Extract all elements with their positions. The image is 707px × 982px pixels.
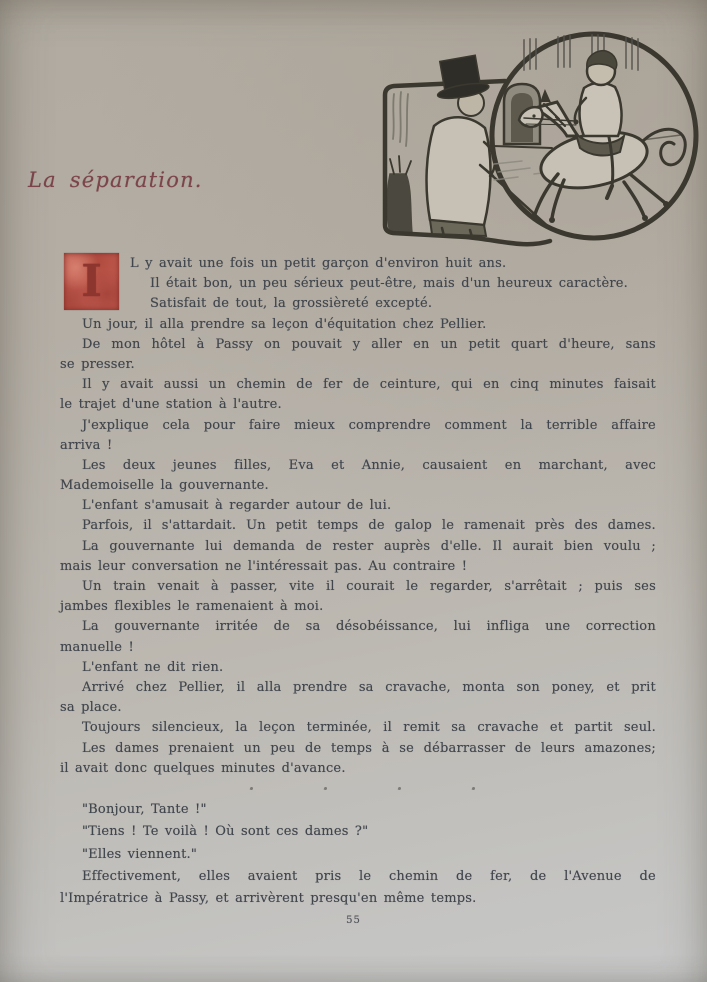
text-line: le trajet d'une station à l'autre.: [60, 397, 282, 413]
drop-cap: I: [64, 253, 119, 310]
page-number: 55: [346, 915, 361, 926]
text-line: Arrivé chez Pellier, il alla prendre sa cravache, monta son poney, et prit: [82, 679, 656, 695]
rider-shirt: [580, 83, 622, 136]
text-line: J'explique cela pour faire mieux comprendre comment la terrible affaire: [82, 417, 656, 433]
text-line: "Tiens ! Te voilà ! Où sont ces dames ?": [82, 824, 369, 840]
section-separator: [250, 779, 475, 799]
text-line: La gouvernante irritée de sa désobéissance, lui infliga une correction: [82, 619, 656, 635]
text-line: Toujours silencieux, la leçon terminée, il remit sa cravache et partit seul.: [82, 720, 656, 736]
text-line: sa place.: [60, 700, 122, 716]
body-text: [60, 254, 656, 911]
text-line: jambes flexibles le ramenaient à moi.: [60, 599, 324, 615]
plant-spikes: [390, 156, 411, 174]
text-line: se presser.: [60, 356, 135, 372]
text-line: L y avait une fois un petit garçon d'environ huit ans.: [130, 256, 507, 271]
text-line: l'Impératrice à Passy, et arrivèrent presqu'en même temps.: [60, 891, 477, 907]
text-line: arriva !: [60, 437, 113, 453]
rider-boot: [607, 186, 612, 198]
text-line: De mon hôtel à Passy on pouvait y aller en un petit quart d'heure, sans: [82, 336, 656, 352]
foliage-strokes: [393, 92, 408, 146]
text-line: Les deux jeunes filles, Eva et Annie, causaient en marchant, avec: [82, 457, 656, 473]
text-line: "Bonjour, Tante !": [82, 801, 207, 817]
text-line: Mademoiselle la gouvernante.: [60, 478, 269, 494]
text-line: Il était bon, un peu sérieux peut-être, mais d'un heureux caractère.: [150, 276, 628, 292]
wall-base-left: [493, 146, 552, 148]
separator-dot: [398, 787, 402, 791]
text-line: Il y avait aussi un chemin de fer de ceinture, qui en cinq minutes faisait: [82, 377, 656, 393]
pony-eye: [532, 114, 535, 117]
text-line: Satisfait de tout, la grossièreté excepté.: [150, 296, 433, 312]
text-line: manuelle !: [60, 639, 134, 655]
window-hatching: [524, 35, 638, 70]
text-line: Effectivement, elles avaient pris le chemin de fer, de l'Avenue de: [82, 869, 656, 885]
text-line: Parfois, il s'attardait. Un petit temps de galop le ramenait près des dames.: [82, 518, 656, 534]
chapter-vignette-illustration: [372, 24, 704, 248]
text-line: Un jour, il alla prendre sa leçon d'équitation chez Pellier.: [82, 316, 487, 332]
chapter-title: La séparation.: [28, 168, 203, 192]
separator-dot: [250, 787, 254, 791]
text-line: La gouvernante lui demanda de rester auprès d'elle. Il aurait bien voulu ;: [82, 538, 656, 554]
text-line: "Elles viennent.": [82, 846, 198, 862]
text-line: L'enfant s'amusait à regarder autour de lui.: [82, 498, 392, 514]
separator-dot: [472, 787, 476, 791]
text-line: Les dames prenaient un peu de temps à se débarrasser de leurs amazones;: [82, 740, 656, 756]
text-line: L'enfant ne dit rien.: [82, 659, 224, 675]
separator-dot: [324, 787, 328, 791]
dark-plant: [387, 174, 412, 233]
text-line: Un train venait à passer, vite il courait le regarder, s'arrêtait ; puis ses: [82, 579, 656, 594]
pony-ears: [541, 91, 550, 102]
groom-shirt: [427, 117, 491, 225]
text-line: mais leur conversation ne l'intéressait pas. Au contraire !: [60, 558, 468, 574]
text-line: il avait donc quelques minutes d'avance.: [60, 760, 346, 776]
